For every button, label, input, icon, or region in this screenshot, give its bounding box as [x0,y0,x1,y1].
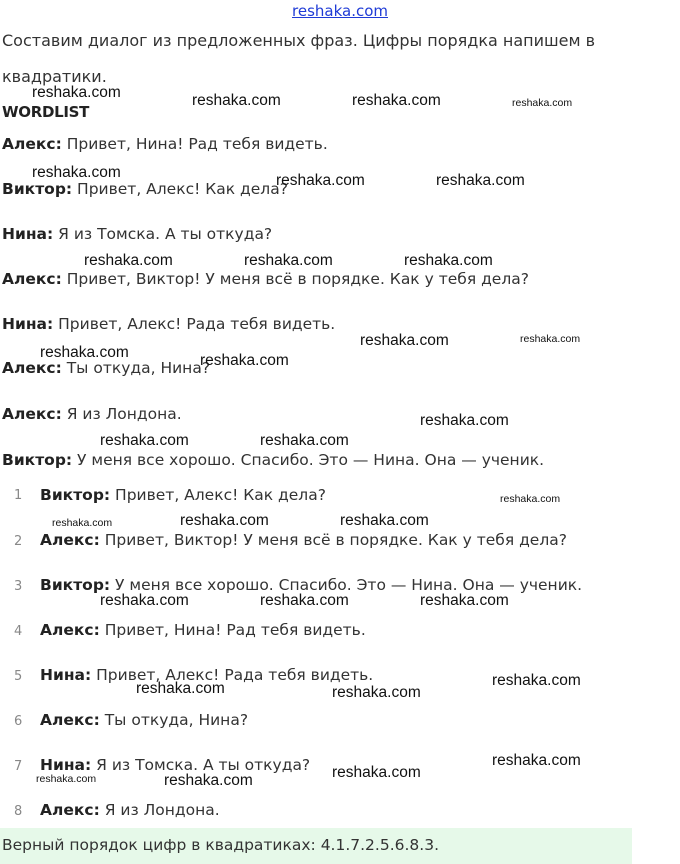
task-text-line1: Составим диалог из предложенных фраз. Цифры порядка напишем в [2,31,596,50]
watermark: reshaka.com [136,680,225,697]
phrase: Я из Лондона. [61,405,182,423]
task-text-line2: квадратики. [2,67,107,86]
phrase: У меня все хорошо. Спасибо. Это — Нина. Она — ученик. [110,576,583,594]
watermark: reshaka.com [100,432,189,449]
list-number: 8 [14,804,23,819]
watermark: reshaka.com [260,592,349,609]
phrase: Привет, Виктор! У меня всё в порядке. Как у тебя дела? [61,270,529,288]
watermark: reshaka.com [340,512,429,529]
watermark: reshaka.com [520,333,581,345]
phrase: Ты откуда, Нина? [61,359,211,377]
watermark: reshaka.com [332,684,421,701]
wordlist-item [2,315,335,333]
list-number: 2 [14,534,23,549]
speaker: Алекс: [40,801,100,819]
speaker: Виктор: [2,451,73,469]
phrase: У меня все хорошо. Спасибо. Это — Нина. Она — ученик. [72,451,545,469]
phrase: Привет, Алекс! Как дела? [110,486,326,504]
watermark: reshaka.com [276,172,365,189]
speaker: Нина: [2,315,54,333]
watermark: reshaka.com [352,92,441,109]
speaker: Виктор: [40,576,111,594]
watermark: reshaka.com [164,772,253,789]
wordlist-heading: WORDLIST [2,103,90,121]
list-number: 7 [14,759,23,774]
watermark: reshaka.com [40,344,129,361]
watermark: reshaka.com [332,764,421,781]
list-number: 3 [14,579,23,594]
list-number: 4 [14,624,23,639]
wordlist-item [2,135,328,153]
speaker: Виктор: [40,486,111,504]
phrase: Ты откуда, Нина? [99,711,249,729]
watermark: reshaka.com [192,92,281,109]
watermark: reshaka.com [84,252,173,269]
watermark: reshaka.com [32,164,121,181]
watermark: reshaka.com [52,517,113,529]
ordered-item [40,621,366,639]
speaker: Алекс: [2,405,62,423]
site-link[interactable]: reshaka.com [292,2,388,20]
speaker: Нина: [2,225,54,243]
phrase: Привет, Алекс! Как дела? [72,180,288,198]
wordlist-item [2,180,288,198]
watermark: reshaka.com [500,493,561,505]
answer-box [0,828,632,864]
phrase: Привет, Нина! Рад тебя видеть. [61,135,328,153]
wordlist-item [2,451,544,469]
list-number: 6 [14,714,23,729]
watermark: reshaka.com [420,412,509,429]
phrase: Привет, Виктор! У меня всё в порядке. Как у тебя дела? [99,531,567,549]
speaker: Виктор: [2,180,73,198]
phrase: Привет, Алекс! Рада тебя видеть. [91,666,374,684]
phrase: Я из Томска. А ты откуда? [91,756,311,774]
speaker: Алекс: [2,359,62,377]
watermark: reshaka.com [32,84,121,101]
wordlist-item [2,405,182,423]
phrase: Привет, Нина! Рад тебя видеть. [99,621,366,639]
list-number: 5 [14,669,23,684]
speaker: Алекс: [2,135,62,153]
watermark: reshaka.com [492,752,581,769]
watermark: reshaka.com [180,512,269,529]
speaker: Алекс: [40,531,100,549]
phrase: Я из Лондона. [99,801,220,819]
speaker: Нина: [40,666,92,684]
phrase: Я из Томска. А ты откуда? [53,225,273,243]
ordered-item [40,801,220,819]
speaker: Алекс: [2,270,62,288]
watermark: reshaka.com [200,352,289,369]
watermark: reshaka.com [420,592,509,609]
wordlist-item [2,225,272,243]
ordered-item [40,486,326,504]
watermark: reshaka.com [492,672,581,689]
watermark: reshaka.com [404,252,493,269]
wordlist-item [2,270,529,288]
watermark: reshaka.com [36,773,97,785]
speaker: Алекс: [40,621,100,639]
watermark: reshaka.com [436,172,525,189]
ordered-item [40,711,248,729]
watermark: reshaka.com [100,592,189,609]
answer-text: Верный порядок цифр в квадратиках: 4.1.7.2.5.6.8.3. [2,836,439,854]
speaker: Нина: [40,756,92,774]
watermark: reshaka.com [260,432,349,449]
watermark: reshaka.com [244,252,333,269]
list-number: 1 [14,488,23,503]
watermark: reshaka.com [512,97,573,109]
phrase: Привет, Алекс! Рада тебя видеть. [53,315,336,333]
ordered-item [40,531,567,549]
watermark: reshaka.com [360,332,449,349]
speaker: Алекс: [40,711,100,729]
